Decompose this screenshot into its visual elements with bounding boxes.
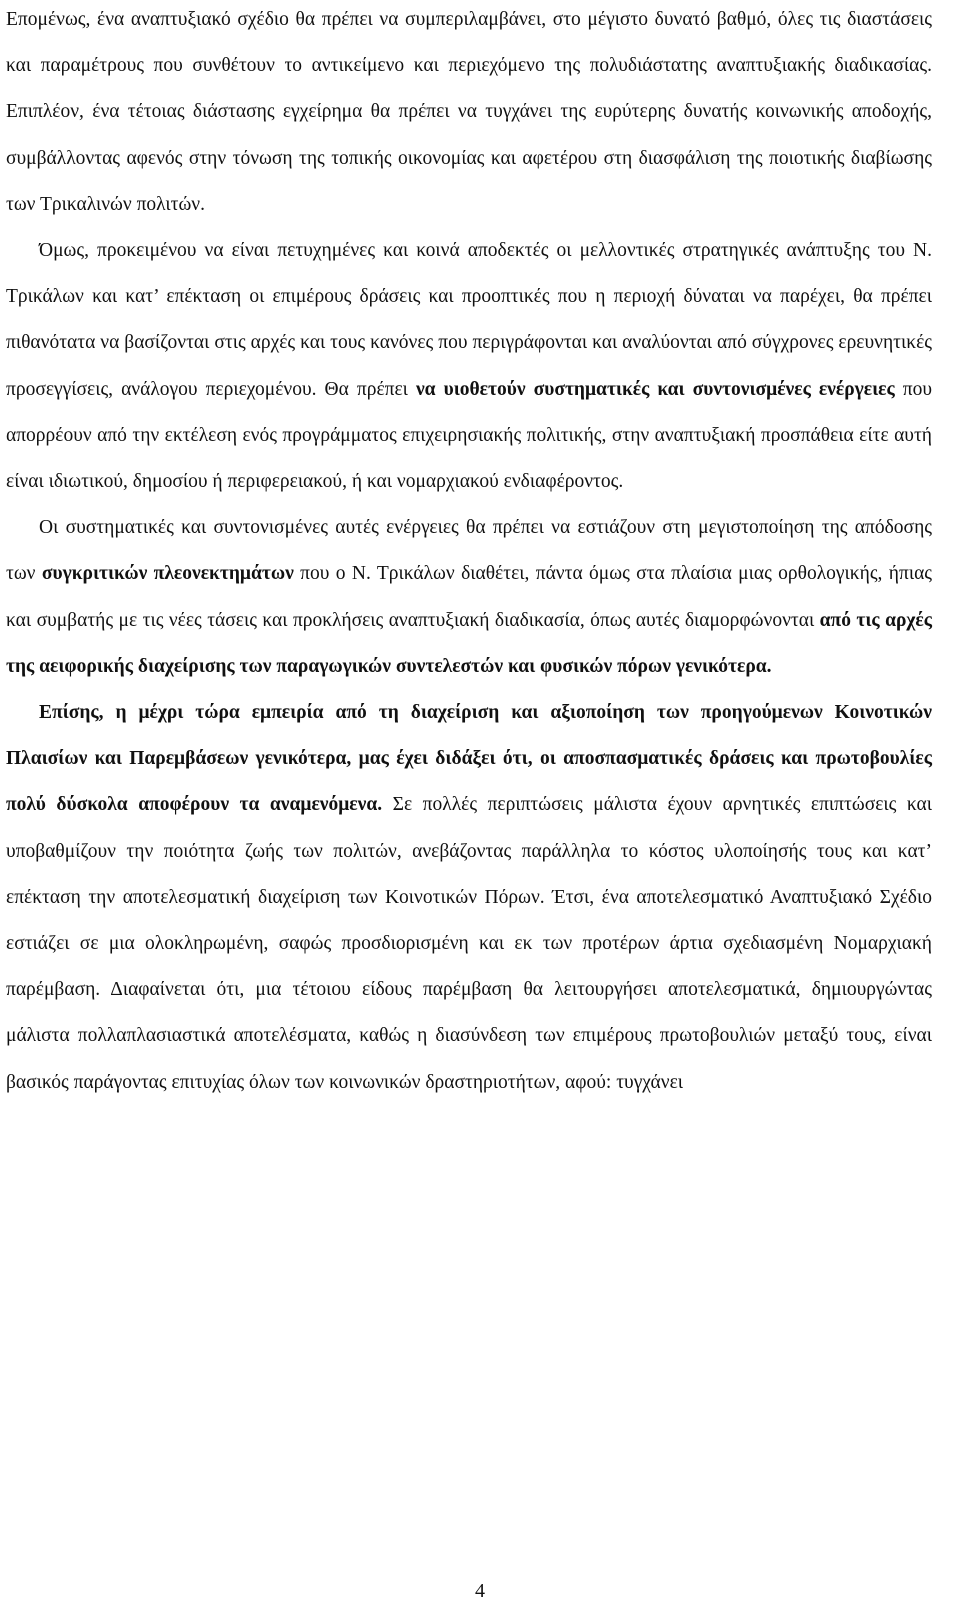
paragraph-4-bold-1: Επίσης, η μέχρι τώρα εμπειρία από τη διαχείριση και αξιοποίηση των προηγούμενων Κοινοτικών Πλαισίων και Παρεμβάσεων γενικότερα, μας έχει διδάξει ότι, οι αποσπασματικές δράσεις και πρωτοβουλίες πολύ δύσκολα αποφέρουν τα αναμενόμενα. [6,702,932,816]
paragraph-4 [6,690,932,1106]
paragraph-3-text-2: που ο Ν. Τρικάλων διαθέτει, πάντα όμως στα πλαίσια μιας ορθολογικής, ήπιας και συμβατής με τις νέες τάσεις και προκλήσεις αναπτυξιακή διαδικασία, όπως αυτές διαμορφώνονται [6,563,933,631]
paragraph-2-text-2: που απορρέουν από την εκτέλεση ενός προγράμματος επιχειρησιακής πολιτικής, στην αναπτυξιακή προσπάθεια είτε αυτή είναι ιδιωτικού, δημοσίου ή περιφερειακού, ή και νομαρχιακού ενδιαφέροντος. [6,378,932,493]
paragraph-2 [6,228,932,505]
page-number: 4 [475,1580,485,1602]
paragraph-3-text-1: Οι συστηματικές και συντονισμένες αυτές ενέργειες θα πρέπει να εστιάζουν στη μεγιστοποίηση της απόδοσης των [6,517,932,585]
paragraph-4-text-1: Σε πολλές περιπτώσεις μάλιστα έχουν αρνητικές επιπτώσεις και υποβαθμίζουν την ποιότητα ζωής των πολιτών, ανεβάζοντας παράλληλα το κόστος υλοποίησής τους και κατ’ επέκταση την αποτελεσματική διαχείριση των Κοινοτικών Πόρων. Έτσι, ένα αποτελεσματικό Αναπτυξιακό Σχέδιο εστιάζει σε μια ολοκληρωμένη, σαφώς προσδιορισμένη και εκ των προτέρων άρτια σχεδιασμένη Νομαρχιακή παρέμβαση. Διαφαίνεται ότι, μια τέτοιου είδους παρέμβαση θα λειτουργήσει αποτελεσματικά, δημιουργώντας μάλιστα πολλαπλασιαστικά αποτελέσματα, καθώς η διασύνδεση των επιμέρους πρωτοβουλιών μεταξύ τους, είναι βασικός παράγοντας επιτυχίας όλων των κοινωνικών δραστηριοτήτων, αφού: τυγχάνει [6,794,932,1093]
document-body [6,0,932,1106]
paragraph-3-bold-2: από τις αρχές της αειφορικής διαχείρισης των παραγωγικών συντελεστών και φυσικών πόρων γενικότερα. [6,609,932,677]
paragraph-3 [6,505,932,690]
paragraph-2-text-1: Όμως, προκειμένου να είναι πετυχημένες και κοινά αποδεκτές οι μελλοντικές στρατηγικές ανάπτυξης του Ν. Τρικάλων και κατ’ επέκταση οι επιμέρους δράσεις και προοπτικές που η περιοχή δύναται να παρέχει, θα πρέπει πιθανότατα να βασίζονται στις αρχές και τους κανόνες που περιγράφονται και αναλύονται από σύγχρονες ερευνητικές προσεγγίσεις, ανάλογου περιεχομένου. Θα πρέπει [6,240,932,400]
paragraph-3-bold-1: συγκριτικών πλεονεκτημάτων [41,563,294,585]
paragraph-1-text: Επομένως, ένα αναπτυξιακό σχέδιο θα πρέπει να συμπεριλαμβάνει, στο μέγιστο δυνατό βαθμό, όλες τις διαστάσεις και παραμέτρους που συνθέτουν το αντικείμενο και περιεχόμενο της πολυδιάστατης αναπτυξιακής διαδικασίας. Επιπλέον, ένα τέτοιας διάστασης εγχείρημα θα πρέπει να τυγχάνει της ευρύτερης δυνατής κοινωνικής αποδοχής, συμβάλλοντας αφενός στην τόνωση της τοπικής οικονομίας και αφετέρου στη διασφάλιση της ποιοτικής διαβίωσης των Τρικαλινών πολιτών. [6,9,932,215]
paragraph-2-bold-1: να υιοθετούν συστηματικές και συντονισμένες ενέργειες [415,378,895,400]
paragraph-1 [6,0,932,228]
